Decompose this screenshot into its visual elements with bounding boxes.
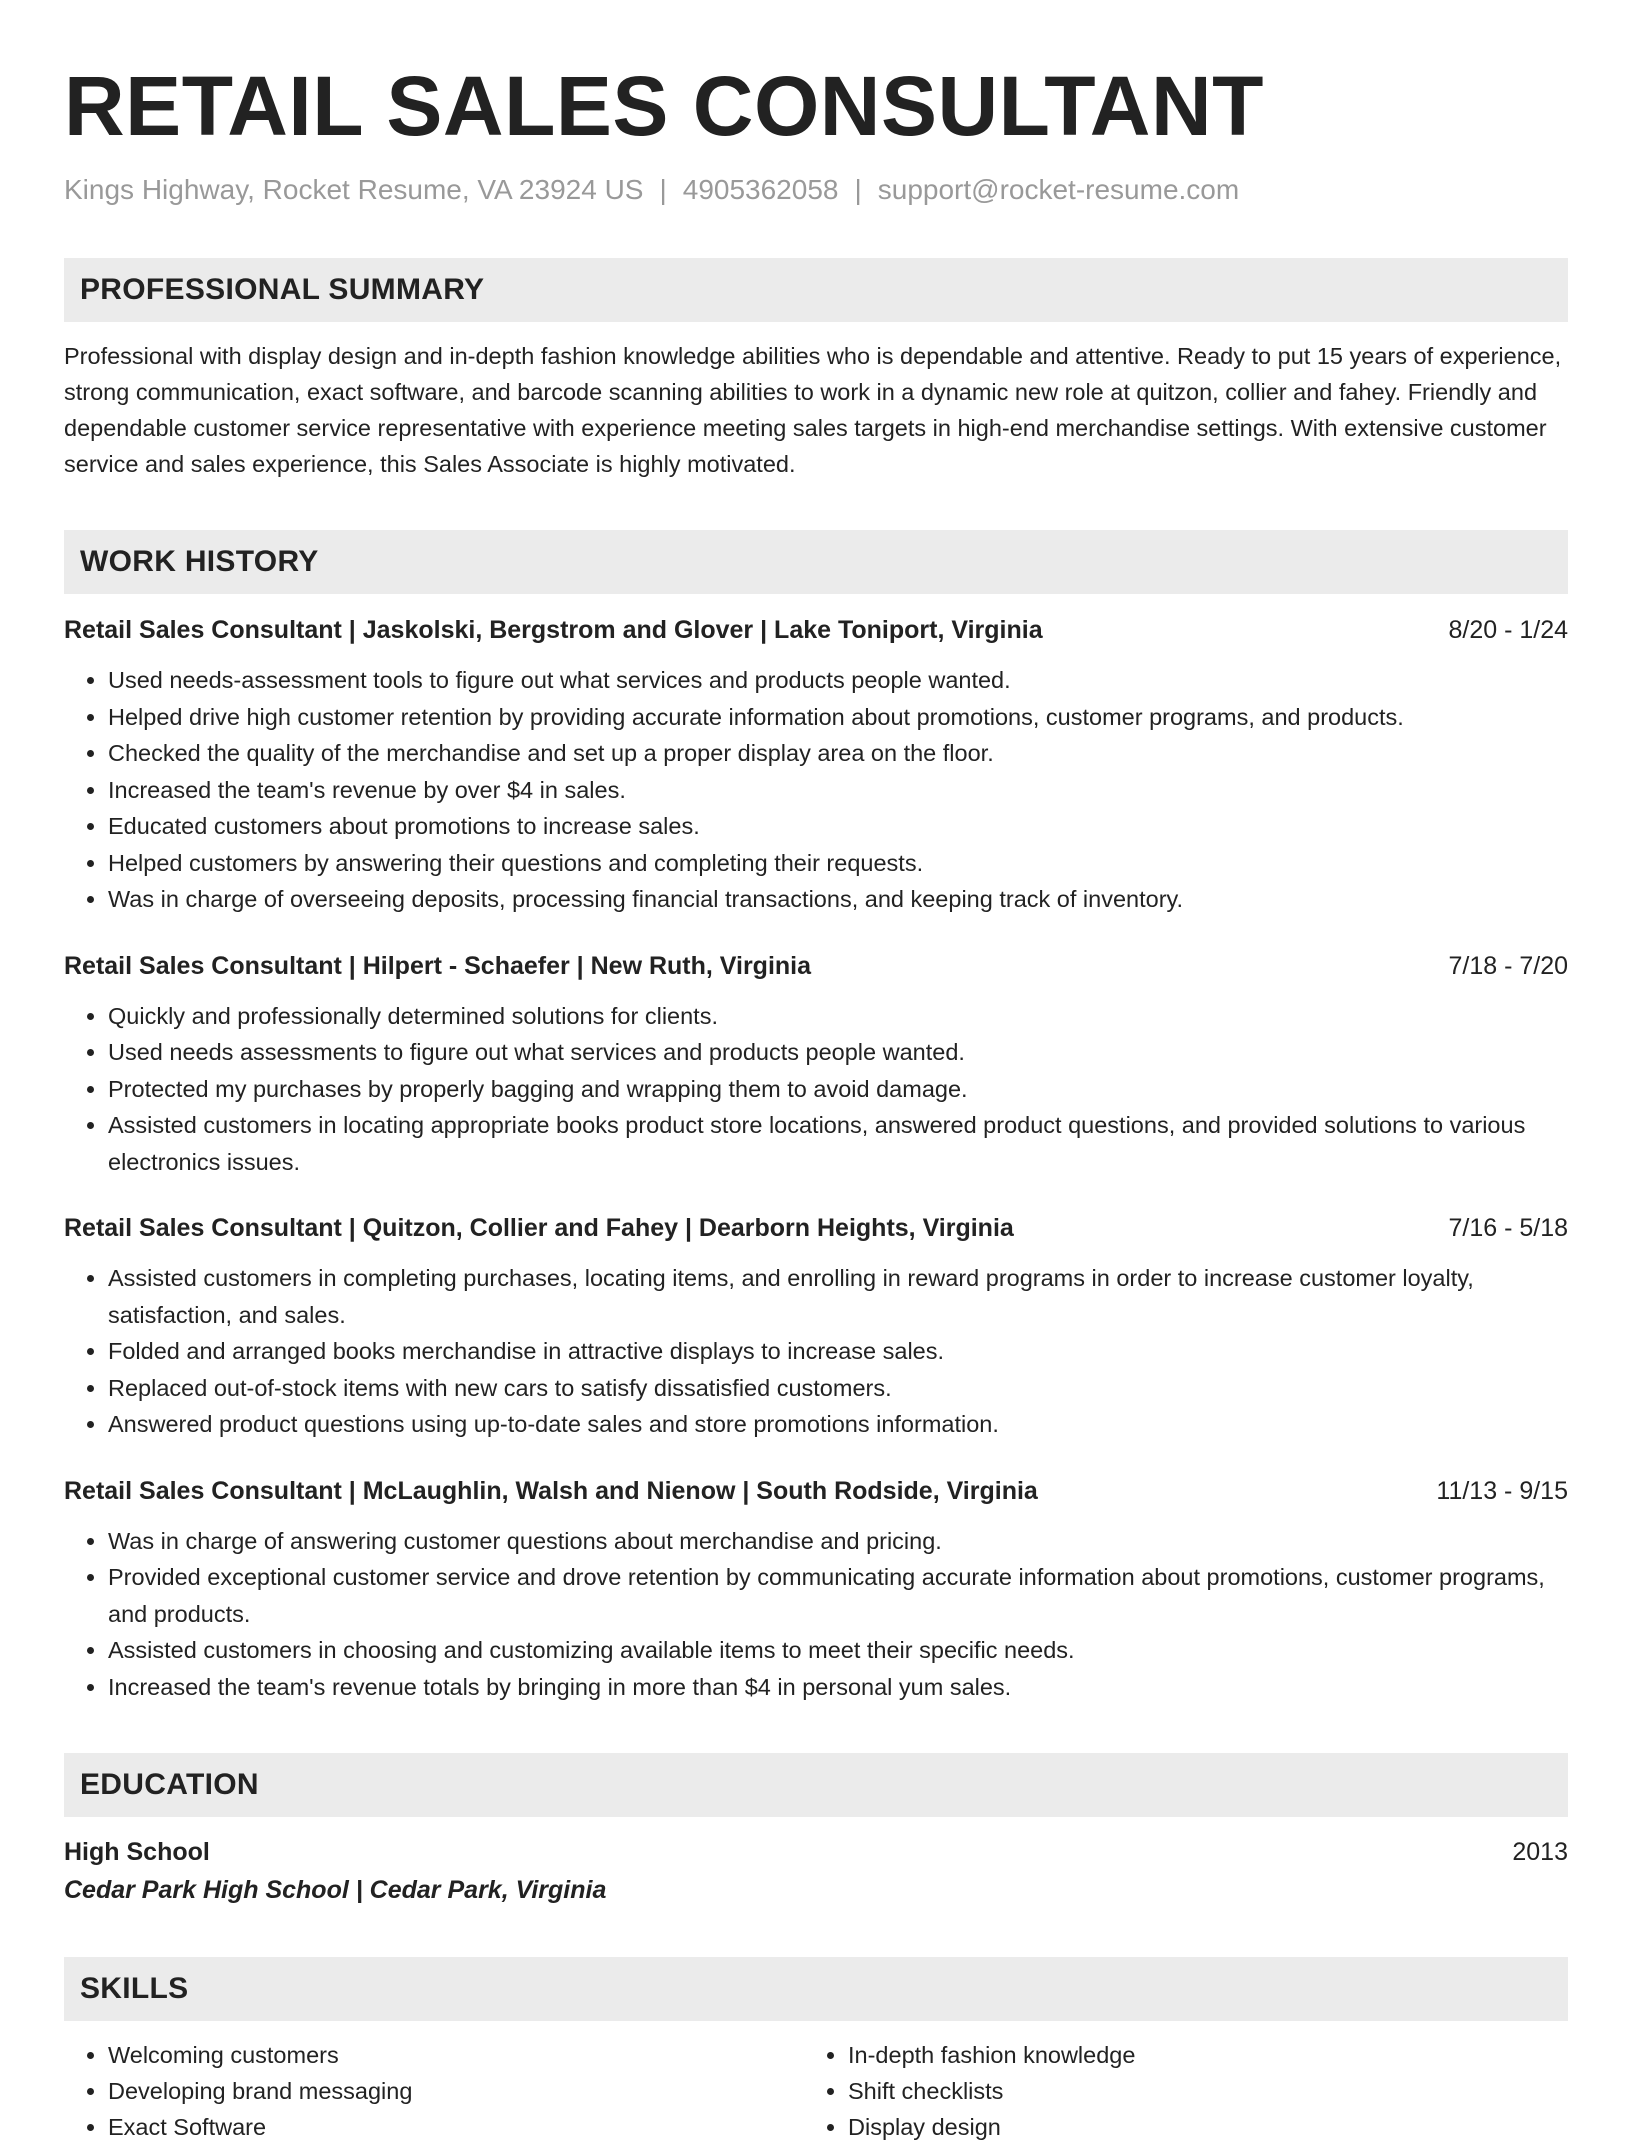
contact-separator: | [659,174,667,205]
job-header [64,612,1568,648]
job-bullets [64,1523,1568,1706]
list-item: • Shift checklists [848,2073,1564,2109]
section-title: SKILLS [80,1972,189,2005]
list-item: • Protected my purchases by properly bagging and wrapping them to avoid damage. [108,1071,1568,1108]
education-school: Cedar Park High School | Cedar Park, Virginia [64,1876,607,1904]
job-title: Retail Sales Consultant | Quitzon, Collier and Fahey | Dearborn Heights, Virginia [64,1214,1014,1242]
job-dates: 7/18 - 7/20 [1448,951,1568,980]
job-title: Retail Sales Consultant | McLaughlin, Walsh and Nienow | South Rodside, Virginia [64,1476,1038,1505]
education-year: 2013 [1512,1838,1568,1866]
section-title: WORK HISTORY [80,545,319,578]
list-item: • Used needs assessments to figure out what services and products people wanted. [108,1034,1568,1071]
job-dates: 7/16 - 5/18 [1448,1214,1568,1242]
job-title: Retail Sales Consultant | Hilpert - Schaefer | New Ruth, Virginia [64,951,812,980]
job-entry [64,1210,1568,1443]
list-item: • Folded and arranged books merchandise in attractive displays to increase sales. [108,1333,1568,1370]
job-bullets [64,1260,1568,1443]
contact-email: support@rocket-resume.com [877,174,1240,205]
section-header-summary [64,258,1568,322]
job-header [64,1210,1568,1246]
contact-line [64,170,1568,210]
section-header-education [64,1753,1568,1817]
skills-column-left [64,2037,804,2145]
summary-text: Professional with display design and in-depth fashion knowledge abilities who is dependable and attentive. Ready to put 15 years of experience, strong communication, exact software, and barcode scanning abilities to work in a dynamic new role at quitzon, collier and fahey. Friendly and dependable customer service representative with experience meeting sales targets in high-end merchandise settings. With extensive customer service and sales experience, this Sales Associate is highly motivated. [64,343,1562,477]
job-dates: 11/13 - 9/15 [1436,1476,1568,1505]
list-item: • Welcoming customers [108,2037,804,2073]
list-item: • Assisted customers in choosing and customizing available items to meet their specific needs. [108,1632,1568,1669]
job-title: Retail Sales Consultant | Jaskolski, Bergstrom and Glover | Lake Toniport, Virginia [64,616,1043,644]
contact-separator: | [854,174,862,205]
list-item: • Assisted customers in completing purchases, locating items, and enrolling in reward programs in order to increase customer loyalty, satisfaction, and sales. [108,1260,1568,1333]
list-item: • Increased the team's revenue by over $4 in sales. [108,772,1568,809]
education-entry [64,1833,1568,1909]
list-item: • Helped customers by answering their questions and completing their requests. [108,845,1568,882]
list-item: • Educated customers about promotions to increase sales. [108,808,1568,845]
section-header-skills [64,1957,1568,2021]
list-item: • Was in charge of overseeing deposits, processing financial transactions, and keeping track of inventory. [108,881,1568,918]
job-bullets [64,662,1568,918]
skills-list [64,2037,1568,2145]
list-item: • Display design [848,2109,1564,2145]
section-title: PROFESSIONAL SUMMARY [80,273,485,306]
job-entry [64,612,1568,918]
list-item: • Checked the quality of the merchandise and set up a proper display area on the floor. [108,735,1568,772]
list-item: • Provided exceptional customer service and drove retention by communicating accurate information about promotions, customer programs, and products. [108,1559,1568,1632]
job-entry [64,948,1568,1181]
job-entry [64,1473,1568,1706]
list-item: • Exact Software [108,2109,804,2145]
contact-address: Kings Highway, Rocket Resume, VA 23924 US [64,174,644,205]
skills-column-right [804,2037,1564,2145]
education-degree: High School [64,1838,210,1866]
list-item: • Was in charge of answering customer questions about merchandise and pricing. [108,1523,1568,1560]
section-title: EDUCATION [80,1768,259,1801]
section-header-work-history [64,530,1568,594]
education-header [64,1833,1568,1871]
list-item: • Answered product questions using up-to-date sales and store promotions information. [108,1406,1568,1443]
list-item: • Quickly and professionally determined solutions for clients. [108,998,1568,1035]
job-header [64,948,1568,984]
job-bullets [64,998,1568,1181]
list-item: • Increased the team's revenue totals by bringing in more than $4 in personal yum sales. [108,1669,1568,1706]
list-item: • Used needs-assessment tools to figure out what services and products people wanted. [108,662,1568,699]
list-item: • Assisted customers in locating appropriate books product store locations, answered product questions, and provided solutions to various electronics issues. [108,1107,1568,1180]
list-item: • Replaced out-of-stock items with new cars to satisfy dissatisfied customers. [108,1370,1568,1407]
list-item: • Helped drive high customer retention by providing accurate information about promotions, customer programs, and products. [108,699,1568,736]
list-item: • Developing brand messaging [108,2073,804,2109]
job-header [64,1473,1568,1509]
job-dates: 8/20 - 1/24 [1448,616,1568,644]
contact-phone: 4905362058 [682,174,839,205]
list-item: • In-depth fashion knowledge [848,2037,1564,2073]
candidate-name: RETAIL SALES CONSULTANT [64,59,1264,153]
